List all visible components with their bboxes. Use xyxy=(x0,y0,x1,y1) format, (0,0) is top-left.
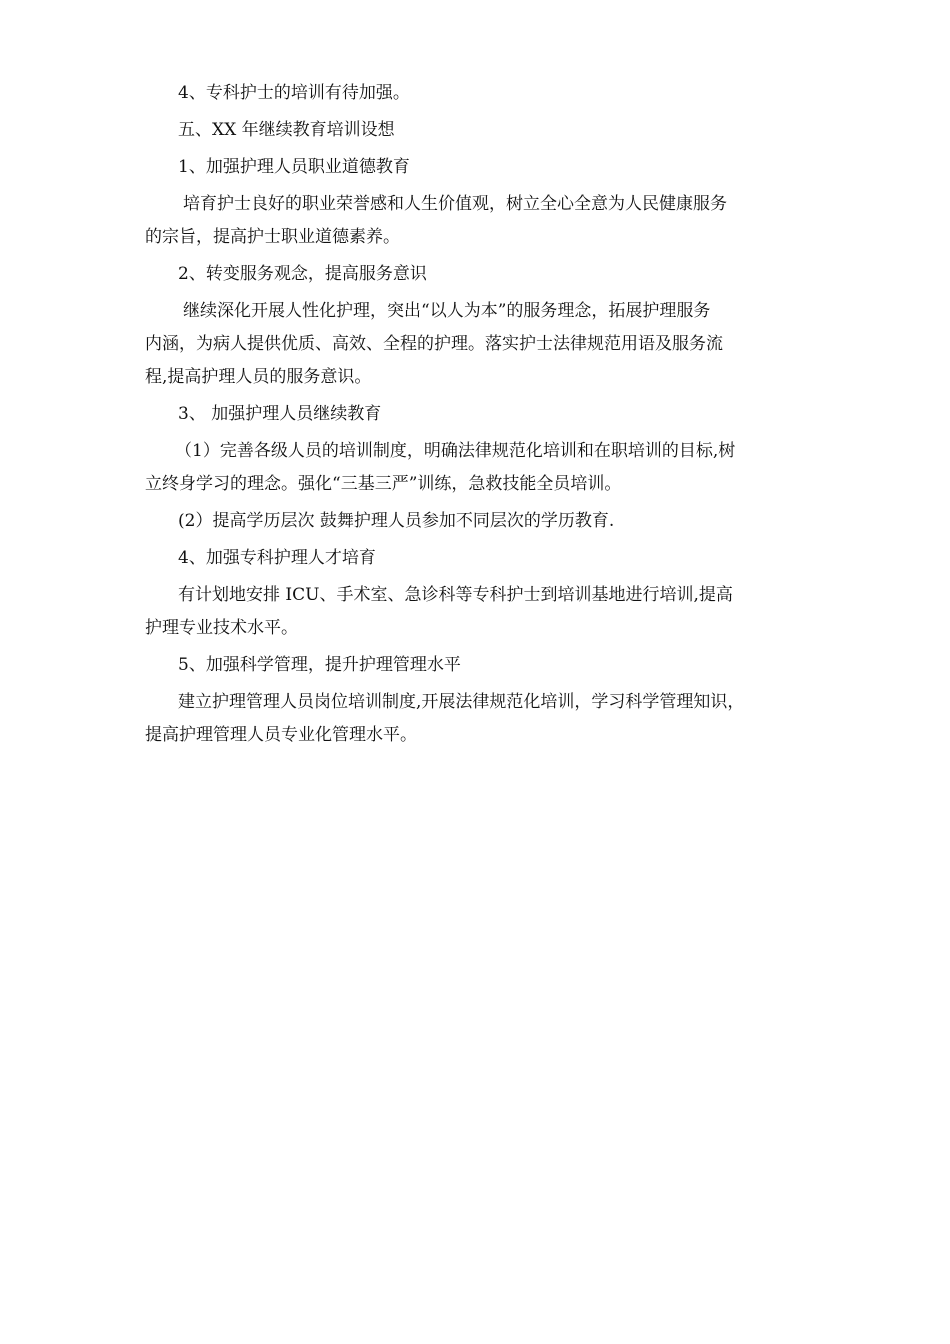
paragraph-line: (2）提高学历层次 鼓舞护理人员参加不同层次的学历教育. xyxy=(178,511,615,531)
paragraph-line: 立终身学习的理念。强化“三基三严”训练，急救技能全员培训。 xyxy=(145,474,622,494)
paragraph-line: 有计划地安排 ICU、手术室、急诊科等专科护士到培训基地进行培训,提高 xyxy=(178,585,733,605)
paragraph-line: 提高护理管理人员专业化管理水平。 xyxy=(145,725,417,745)
subheading-ethics: 1、加强护理人员职业道德教育 xyxy=(178,157,410,177)
subheading-education: 3、 加强护理人员继续教育 xyxy=(178,404,382,424)
subheading-service: 2、转变服务观念，提高服务意识 xyxy=(178,264,427,284)
paragraph-line: 培育护士良好的职业荣誉感和人生价值观，树立全心全意为人民健康服务 xyxy=(183,194,727,214)
paragraph-line: 的宗旨，提高护士职业道德素养。 xyxy=(145,227,400,247)
paragraph-line: 程,提高护理人员的服务意识。 xyxy=(145,367,372,387)
paragraph-line: 内涵，为病人提供优质、高效、全程的护理。落实护士法律规范用语及服务流 xyxy=(145,334,723,354)
paragraph-line: 建立护理管理人员岗位培训制度,开展法律规范化培训，学习科学管理知识， xyxy=(178,692,745,712)
paragraph-line: （1）完善各级人员的培训制度，明确法律规范化培训和在职培训的目标,树 xyxy=(175,441,736,461)
list-item-specialist-training: 4、专科护士的培训有待加强。 xyxy=(178,83,410,103)
paragraph-line: 护理专业技术水平。 xyxy=(145,618,298,638)
section-heading: 五、XX 年继续教育培训设想 xyxy=(178,120,395,140)
document-body xyxy=(145,77,820,752)
subheading-management: 5、加强科学管理，提升护理管理水平 xyxy=(178,655,461,675)
subheading-specialist: 4、加强专科护理人才培育 xyxy=(178,548,376,568)
paragraph-line: 继续深化开展人性化护理，突出“以人为本”的服务理念，拓展护理服务 xyxy=(183,301,711,321)
